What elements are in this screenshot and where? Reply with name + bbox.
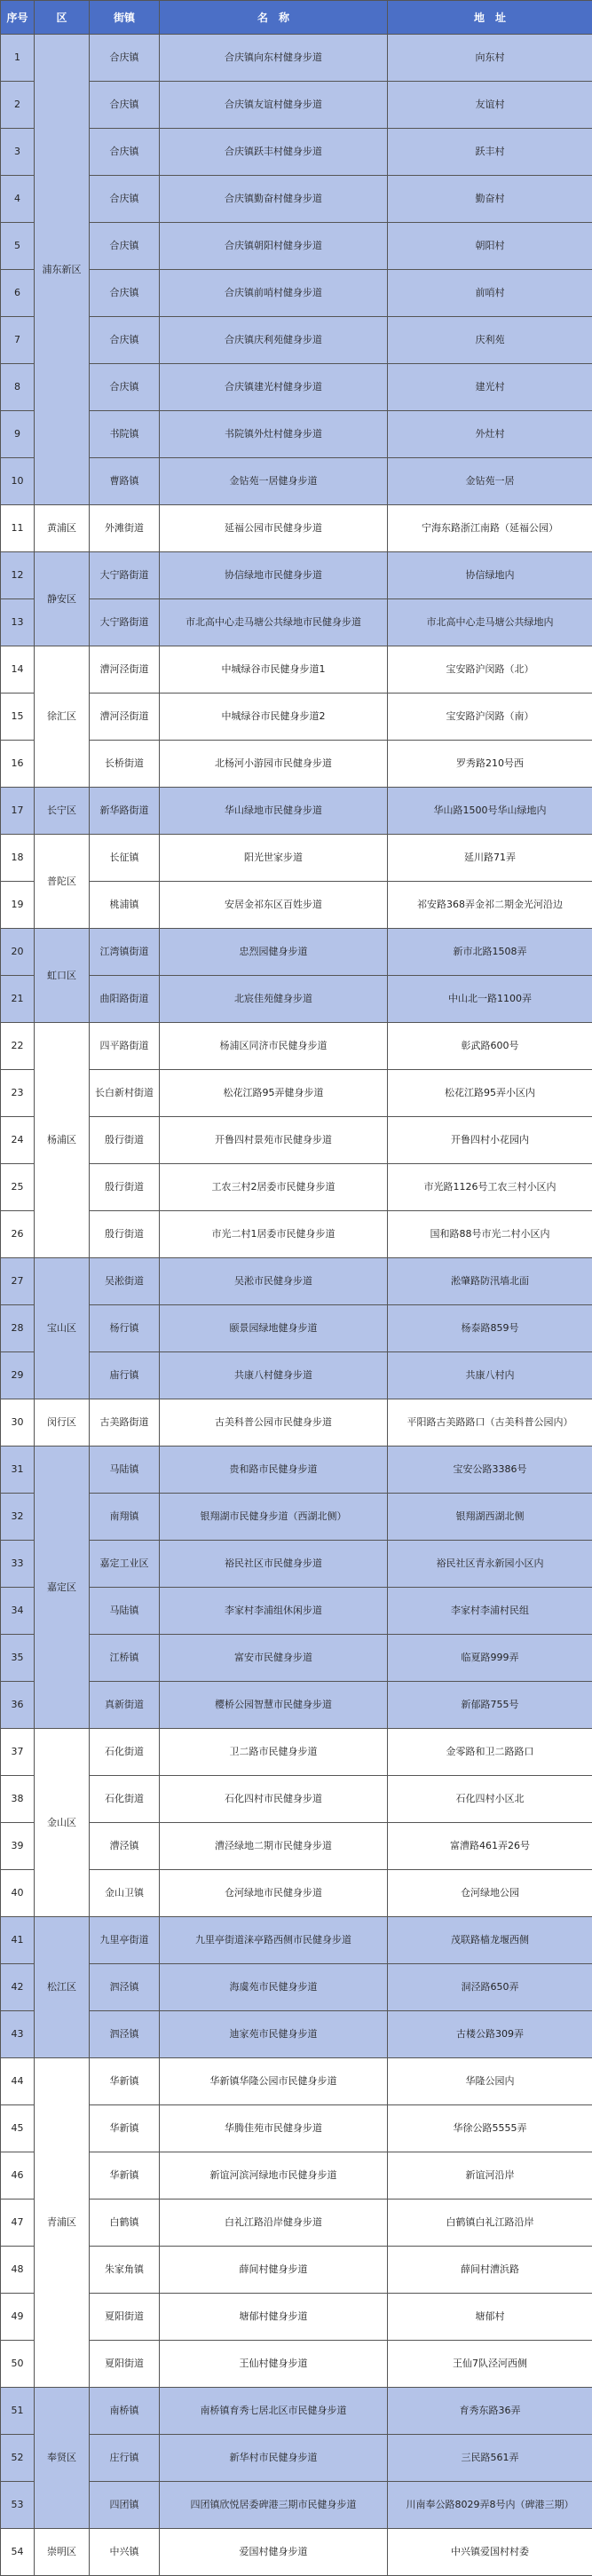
row-address: 杨泰路859号 <box>388 1305 592 1352</box>
row-index: 42 <box>1 1964 35 2011</box>
table-row <box>1 223 592 270</box>
table-row <box>1 1635 592 1682</box>
header-district: 区 <box>35 1 90 35</box>
row-name: 九里亭街道涞亭路西侧市民健身步道 <box>160 1917 388 1964</box>
row-index: 21 <box>1 976 35 1023</box>
row-address: 新谊河沿岸 <box>388 2152 592 2200</box>
table-row <box>1 82 592 129</box>
row-address: 宝安公路3386号 <box>388 1447 592 1494</box>
table-row <box>1 788 592 835</box>
row-town: 江桥镇 <box>90 1635 160 1682</box>
row-town: 朱家角镇 <box>90 2247 160 2294</box>
table-row <box>1 411 592 458</box>
row-address: 国和路88号市光二村小区内 <box>388 1211 592 1258</box>
row-district: 奉贤区 <box>35 2388 90 2529</box>
row-name: 合庆镇勤奋村健身步道 <box>160 176 388 223</box>
row-name: 协信绿地市民健身步道 <box>160 552 388 599</box>
row-name: 杨浦区同济市民健身步道 <box>160 1023 388 1070</box>
row-district: 嘉定区 <box>35 1447 90 1729</box>
row-town: 南桥镇 <box>90 2388 160 2435</box>
row-district: 静安区 <box>35 552 90 646</box>
row-name: 石化四村市民健身步道 <box>160 1776 388 1823</box>
header-address: 地 址 <box>388 1 592 35</box>
row-district: 崇明区 <box>35 2529 90 2576</box>
table-row <box>1 694 592 741</box>
row-address: 协信绿地内 <box>388 552 592 599</box>
table-row <box>1 1823 592 1870</box>
row-name: 延福公园市民健身步道 <box>160 505 388 552</box>
row-index: 2 <box>1 82 35 129</box>
table-row <box>1 2152 592 2200</box>
table-row <box>1 1964 592 2011</box>
row-index: 30 <box>1 1399 35 1447</box>
row-name: 合庆镇友谊村健身步道 <box>160 82 388 129</box>
row-index: 12 <box>1 552 35 599</box>
row-index: 18 <box>1 835 35 882</box>
row-index: 7 <box>1 317 35 364</box>
row-address: 庆利苑 <box>388 317 592 364</box>
row-name: 安居金祁东区百姓步道 <box>160 882 388 929</box>
table-row <box>1 2529 592 2576</box>
row-town: 漕泾镇 <box>90 1823 160 1870</box>
table-row <box>1 364 592 411</box>
row-town: 曹路镇 <box>90 458 160 505</box>
row-name: 塘郁村健身步道 <box>160 2294 388 2341</box>
row-address: 建光村 <box>388 364 592 411</box>
table-row <box>1 1352 592 1399</box>
row-address: 向东村 <box>388 35 592 82</box>
row-address: 王仙7队泾河西侧 <box>388 2341 592 2388</box>
table-row <box>1 1399 592 1447</box>
table-row <box>1 1164 592 1211</box>
row-town: 泗泾镇 <box>90 2011 160 2058</box>
row-town: 吴淞街道 <box>90 1258 160 1305</box>
row-town: 中兴镇 <box>90 2529 160 2576</box>
header-name: 名 称 <box>160 1 388 35</box>
row-town: 白鹤镇 <box>90 2200 160 2247</box>
row-address: 松花江路95弄小区内 <box>388 1070 592 1117</box>
table-row <box>1 2482 592 2529</box>
row-name: 卫二路市民健身步道 <box>160 1729 388 1776</box>
row-name: 市光二村1居委市民健身步道 <box>160 1211 388 1258</box>
table-row <box>1 1258 592 1305</box>
table-row <box>1 1447 592 1494</box>
table-row <box>1 176 592 223</box>
row-address: 富漕路461弄26号 <box>388 1823 592 1870</box>
row-index: 39 <box>1 1823 35 1870</box>
row-index: 37 <box>1 1729 35 1776</box>
row-town: 泗泾镇 <box>90 1964 160 2011</box>
row-town: 四平路街道 <box>90 1023 160 1070</box>
row-index: 36 <box>1 1682 35 1729</box>
table-row <box>1 270 592 317</box>
row-town: 殷行街道 <box>90 1117 160 1164</box>
row-town: 合庆镇 <box>90 35 160 82</box>
table-row <box>1 317 592 364</box>
row-name: 仓河绿地市民健身步道 <box>160 1870 388 1917</box>
row-district: 浦东新区 <box>35 35 90 505</box>
table-row <box>1 1211 592 1258</box>
row-index: 6 <box>1 270 35 317</box>
row-name: 新谊河滨河绿地市民健身步道 <box>160 2152 388 2200</box>
row-index: 53 <box>1 2482 35 2529</box>
row-town: 真新街道 <box>90 1682 160 1729</box>
table-row <box>1 2435 592 2482</box>
row-town: 外滩街道 <box>90 505 160 552</box>
table-row <box>1 505 592 552</box>
table-row <box>1 882 592 929</box>
row-town: 华新镇 <box>90 2105 160 2152</box>
row-town: 新华路街道 <box>90 788 160 835</box>
row-name: 白礼江路沿岸健身步道 <box>160 2200 388 2247</box>
row-index: 5 <box>1 223 35 270</box>
row-town: 殷行街道 <box>90 1164 160 1211</box>
row-index: 31 <box>1 1447 35 1494</box>
row-name: 爱国村健身步道 <box>160 2529 388 2576</box>
row-address: 石化四村小区北 <box>388 1776 592 1823</box>
row-town: 四团镇 <box>90 2482 160 2529</box>
row-address: 平阳路古美路路口（古美科普公园内） <box>388 1399 592 1447</box>
row-name: 吴淞市民健身步道 <box>160 1258 388 1305</box>
table-row <box>1 2341 592 2388</box>
row-name: 中城绿谷市民健身步道2 <box>160 694 388 741</box>
row-address: 开鲁四村小花园内 <box>388 1117 592 1164</box>
table-row <box>1 2388 592 2435</box>
row-town: 大宁路街道 <box>90 552 160 599</box>
row-name: 合庆镇朝阳村健身步道 <box>160 223 388 270</box>
table-row <box>1 1494 592 1541</box>
row-address: 新郁路755号 <box>388 1682 592 1729</box>
row-index: 4 <box>1 176 35 223</box>
row-town: 桃浦镇 <box>90 882 160 929</box>
row-address: 华隆公园内 <box>388 2058 592 2105</box>
row-address: 新市北路1508弄 <box>388 929 592 976</box>
table-row <box>1 1682 592 1729</box>
row-address: 白鹤镇白礼江路沿岸 <box>388 2200 592 2247</box>
row-town: 石化街道 <box>90 1776 160 1823</box>
row-address: 育秀东路36弄 <box>388 2388 592 2435</box>
row-address: 李家村李浦村民组 <box>388 1588 592 1635</box>
table-row <box>1 1870 592 1917</box>
row-town: 杨行镇 <box>90 1305 160 1352</box>
row-district: 杨浦区 <box>35 1023 90 1258</box>
row-address: 市北高中心走马塘公共绿地内 <box>388 599 592 646</box>
row-index: 33 <box>1 1541 35 1588</box>
row-district: 金山区 <box>35 1729 90 1917</box>
row-name: 樱桥公园智慧市民健身步道 <box>160 1682 388 1729</box>
table-row <box>1 2247 592 2294</box>
row-name: 松花江路95弄健身步道 <box>160 1070 388 1117</box>
row-index: 14 <box>1 646 35 694</box>
row-address: 共康八村内 <box>388 1352 592 1399</box>
row-index: 13 <box>1 599 35 646</box>
row-address: 茂联路樯龙堰西侧 <box>388 1917 592 1964</box>
row-town: 漕河泾街道 <box>90 646 160 694</box>
row-address: 三民路561弄 <box>388 2435 592 2482</box>
row-town: 长白新村街道 <box>90 1070 160 1117</box>
row-town: 书院镇 <box>90 411 160 458</box>
row-town: 庙行镇 <box>90 1352 160 1399</box>
table-row <box>1 1588 592 1635</box>
row-town: 合庆镇 <box>90 129 160 176</box>
row-index: 15 <box>1 694 35 741</box>
row-address: 古楼公路309弄 <box>388 2011 592 2058</box>
table-row <box>1 2294 592 2341</box>
row-index: 38 <box>1 1776 35 1823</box>
row-address: 延川路71弄 <box>388 835 592 882</box>
row-name: 市北高中心走马塘公共绿地市民健身步道 <box>160 599 388 646</box>
row-address: 前哨村 <box>388 270 592 317</box>
header-index: 序号 <box>1 1 35 35</box>
row-index: 34 <box>1 1588 35 1635</box>
row-address: 金零路和卫二路路口 <box>388 1729 592 1776</box>
row-town: 马陆镇 <box>90 1447 160 1494</box>
row-address: 银翔湖西湖北侧 <box>388 1494 592 1541</box>
table-row <box>1 599 592 646</box>
table-header <box>1 1 592 35</box>
table-row <box>1 458 592 505</box>
table-row <box>1 1305 592 1352</box>
row-address: 彰武路600号 <box>388 1023 592 1070</box>
table-row <box>1 35 592 82</box>
table-row <box>1 2200 592 2247</box>
row-name: 合庆镇向东村健身步道 <box>160 35 388 82</box>
row-name: 北宸佳苑健身步道 <box>160 976 388 1023</box>
row-name: 阳光世家步道 <box>160 835 388 882</box>
row-town: 合庆镇 <box>90 82 160 129</box>
table-row <box>1 646 592 694</box>
row-address: 外灶村 <box>388 411 592 458</box>
row-address: 友谊村 <box>388 82 592 129</box>
row-index: 44 <box>1 2058 35 2105</box>
row-town: 合庆镇 <box>90 364 160 411</box>
row-town: 合庆镇 <box>90 317 160 364</box>
row-district: 宝山区 <box>35 1258 90 1399</box>
table-row <box>1 2058 592 2105</box>
row-town: 南翔镇 <box>90 1494 160 1541</box>
row-index: 51 <box>1 2388 35 2435</box>
row-address: 宝安路沪闵路（北） <box>388 646 592 694</box>
row-index: 10 <box>1 458 35 505</box>
row-index: 41 <box>1 1917 35 1964</box>
row-town: 曲阳路街道 <box>90 976 160 1023</box>
row-name: 迪家苑市民健身步道 <box>160 2011 388 2058</box>
row-address: 塘郁村 <box>388 2294 592 2341</box>
row-town: 长征镇 <box>90 835 160 882</box>
row-index: 47 <box>1 2200 35 2247</box>
row-address: 华山路1500号华山绿地内 <box>388 788 592 835</box>
row-index: 25 <box>1 1164 35 1211</box>
row-town: 华新镇 <box>90 2152 160 2200</box>
row-address: 薛间村漕浜路 <box>388 2247 592 2294</box>
row-address: 仓河绿地公园 <box>388 1870 592 1917</box>
row-index: 50 <box>1 2341 35 2388</box>
row-district: 普陀区 <box>35 835 90 929</box>
row-address: 跃丰村 <box>388 129 592 176</box>
table-row <box>1 1023 592 1070</box>
row-index: 27 <box>1 1258 35 1305</box>
row-name: 古美科普公园市民健身步道 <box>160 1399 388 1447</box>
row-town: 殷行街道 <box>90 1211 160 1258</box>
row-town: 合庆镇 <box>90 176 160 223</box>
row-district: 闵行区 <box>35 1399 90 1447</box>
table-row <box>1 976 592 1023</box>
row-index: 35 <box>1 1635 35 1682</box>
row-name: 忠烈园健身步道 <box>160 929 388 976</box>
row-index: 23 <box>1 1070 35 1117</box>
row-town: 九里亭街道 <box>90 1917 160 1964</box>
table-row <box>1 1776 592 1823</box>
row-index: 29 <box>1 1352 35 1399</box>
row-address: 裕民社区青永新园小区内 <box>388 1541 592 1588</box>
row-town: 合庆镇 <box>90 270 160 317</box>
row-name: 银翔湖市民健身步道（西湖北侧） <box>160 1494 388 1541</box>
row-address: 中兴镇爱国村村委 <box>388 2529 592 2576</box>
row-district: 黄浦区 <box>35 505 90 552</box>
table-row <box>1 1729 592 1776</box>
row-town: 大宁路街道 <box>90 599 160 646</box>
row-town: 庄行镇 <box>90 2435 160 2482</box>
row-index: 11 <box>1 505 35 552</box>
row-index: 16 <box>1 741 35 788</box>
row-index: 8 <box>1 364 35 411</box>
row-name: 贵和路市民健身步道 <box>160 1447 388 1494</box>
header-town: 街镇 <box>90 1 160 35</box>
row-index: 52 <box>1 2435 35 2482</box>
row-name: 合庆镇建光村健身步道 <box>160 364 388 411</box>
row-town: 长桥街道 <box>90 741 160 788</box>
row-name: 金钻苑一居健身步道 <box>160 458 388 505</box>
row-index: 9 <box>1 411 35 458</box>
row-name: 薛间村健身步道 <box>160 2247 388 2294</box>
row-name: 海虞苑市民健身步道 <box>160 1964 388 2011</box>
row-name: 新华村市民健身步道 <box>160 2435 388 2482</box>
row-index: 24 <box>1 1117 35 1164</box>
row-town: 夏阳街道 <box>90 2294 160 2341</box>
row-name: 李家村李浦组休闲步道 <box>160 1588 388 1635</box>
table-row <box>1 2011 592 2058</box>
row-district: 松江区 <box>35 1917 90 2058</box>
row-index: 54 <box>1 2529 35 2576</box>
row-address: 川南奉公路8029弄8号内（碑港三期） <box>388 2482 592 2529</box>
row-district: 长宁区 <box>35 788 90 835</box>
row-name: 富安市民健身步道 <box>160 1635 388 1682</box>
table-row <box>1 2105 592 2152</box>
row-town: 江湾镇街道 <box>90 929 160 976</box>
row-index: 1 <box>1 35 35 82</box>
row-town: 夏阳街道 <box>90 2341 160 2388</box>
row-index: 46 <box>1 2152 35 2200</box>
row-name: 工农三村2居委市民健身步道 <box>160 1164 388 1211</box>
row-name: 裕民社区市民健身步道 <box>160 1541 388 1588</box>
row-name: 华新镇华隆公园市民健身步道 <box>160 2058 388 2105</box>
table-row <box>1 741 592 788</box>
row-name: 华腾佳苑市民健身步道 <box>160 2105 388 2152</box>
row-name: 颐景园绿地健身步道 <box>160 1305 388 1352</box>
row-index: 45 <box>1 2105 35 2152</box>
row-index: 48 <box>1 2247 35 2294</box>
row-index: 19 <box>1 882 35 929</box>
row-town: 石化街道 <box>90 1729 160 1776</box>
row-index: 43 <box>1 2011 35 2058</box>
table-row <box>1 835 592 882</box>
row-address: 淞肇路防汛墙北面 <box>388 1258 592 1305</box>
row-name: 四团镇欣悦居委碑港三期市民健身步道 <box>160 2482 388 2529</box>
row-address: 勤奋村 <box>388 176 592 223</box>
row-name: 合庆镇前哨村健身步道 <box>160 270 388 317</box>
row-town: 漕河泾街道 <box>90 694 160 741</box>
row-name: 王仙村健身步道 <box>160 2341 388 2388</box>
row-town: 合庆镇 <box>90 223 160 270</box>
row-address: 宁海东路浙江南路（延福公园） <box>388 505 592 552</box>
row-index: 32 <box>1 1494 35 1541</box>
row-town: 嘉定工业区 <box>90 1541 160 1588</box>
table-row <box>1 552 592 599</box>
row-index: 3 <box>1 129 35 176</box>
table-row <box>1 1070 592 1117</box>
table-row <box>1 1117 592 1164</box>
row-address: 临夏路999弄 <box>388 1635 592 1682</box>
row-index: 28 <box>1 1305 35 1352</box>
row-town: 马陆镇 <box>90 1588 160 1635</box>
row-index: 26 <box>1 1211 35 1258</box>
row-name: 中城绿谷市民健身步道1 <box>160 646 388 694</box>
row-address: 金钻苑一居 <box>388 458 592 505</box>
table-row <box>1 1917 592 1964</box>
row-index: 17 <box>1 788 35 835</box>
row-index: 40 <box>1 1870 35 1917</box>
row-name: 合庆镇跃丰村健身步道 <box>160 129 388 176</box>
row-name: 北杨河小游园市民健身步道 <box>160 741 388 788</box>
row-town: 华新镇 <box>90 2058 160 2105</box>
row-town: 金山卫镇 <box>90 1870 160 1917</box>
table-body <box>1 35 592 2576</box>
table-row <box>1 129 592 176</box>
row-address: 朝阳村 <box>388 223 592 270</box>
row-index: 20 <box>1 929 35 976</box>
row-district: 虹口区 <box>35 929 90 1023</box>
row-name: 共康八村健身步道 <box>160 1352 388 1399</box>
row-address: 宝安路沪闵路（南） <box>388 694 592 741</box>
row-name: 漕泾绿地二期市民健身步道 <box>160 1823 388 1870</box>
row-name: 南桥镇育秀七居北区市民健身步道 <box>160 2388 388 2435</box>
row-district: 青浦区 <box>35 2058 90 2388</box>
row-address: 祁安路368弄金祁二期金光河沿边 <box>388 882 592 929</box>
row-name: 开鲁四村景苑市民健身步道 <box>160 1117 388 1164</box>
row-address: 中山北一路1100弄 <box>388 976 592 1023</box>
row-address: 洞泾路650弄 <box>388 1964 592 2011</box>
row-index: 49 <box>1 2294 35 2341</box>
row-index: 22 <box>1 1023 35 1070</box>
table-row <box>1 1541 592 1588</box>
row-address: 罗秀路210号西 <box>388 741 592 788</box>
row-address: 华徐公路5555弄 <box>388 2105 592 2152</box>
row-district: 徐汇区 <box>35 646 90 788</box>
row-name: 合庆镇庆利苑健身步道 <box>160 317 388 364</box>
row-name: 书院镇外灶村健身步道 <box>160 411 388 458</box>
table-row <box>1 929 592 976</box>
row-town: 古美路街道 <box>90 1399 160 1447</box>
row-name: 华山绿地市民健身步道 <box>160 788 388 835</box>
row-address: 市光路1126号工农三村小区内 <box>388 1164 592 1211</box>
